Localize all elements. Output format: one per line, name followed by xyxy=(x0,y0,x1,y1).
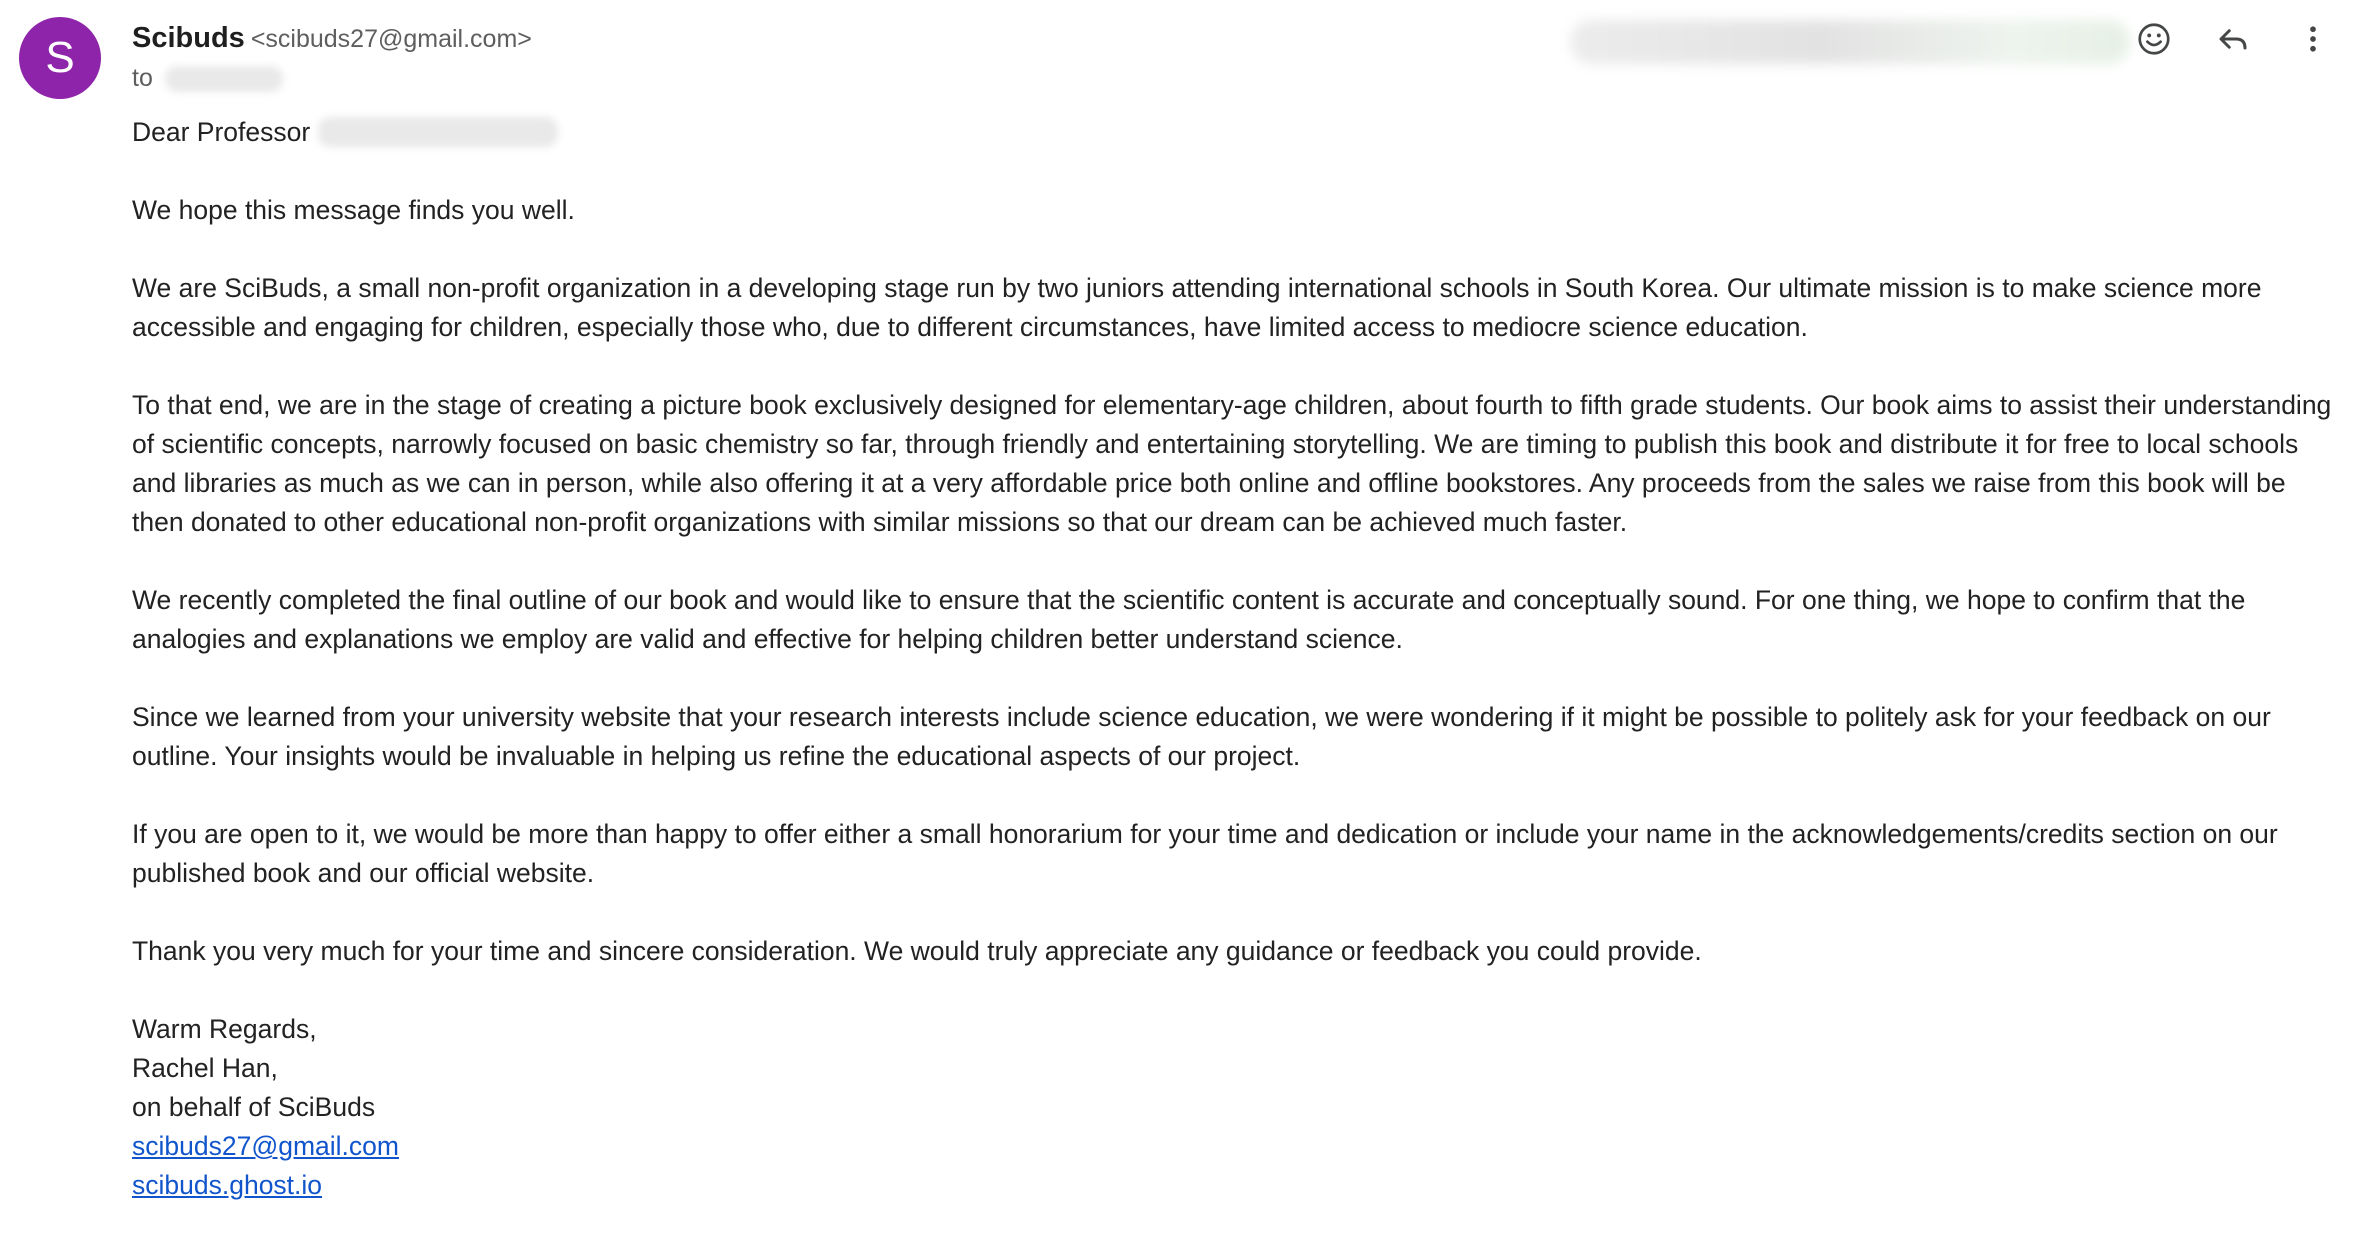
paragraph-4: We recently completed the final outline of our book and would like to ensure that the scientific content is accurate and conceptually sound. For one thing, we hope to confirm that the analogies and explanations we employ are valid and effective for helping children better understand science. xyxy=(132,585,2246,654)
signature-block xyxy=(132,1010,2342,1205)
paragraph-6: If you are open to it, we would be more than happy to offer either a small honorarium for your time and dedication or include your name in the acknowledgements/credits section on our published book and our official website. xyxy=(132,819,2278,888)
reply-icon xyxy=(2215,21,2251,57)
greeting: Dear Professor xyxy=(132,117,311,147)
more-options-button[interactable] xyxy=(2283,14,2343,64)
signature-website-link[interactable]: scibuds.ghost.io xyxy=(132,1170,323,1200)
paragraph-3: To that end, we are in the stage of creating a picture book exclusively designed for elementary-age children, about fourth to fifth grade students. Our book aims to assist their understanding of scientific concepts, narrowly focused on basic chemistry so far, through friendly and entertaining storytelling. We are timing to publish this book and distribute it for free to local schools and libraries as much as we can in person, while also offering it at a very affordable price both online and offline bookstores. Any proceeds from the sales we raise from this book will be then donated to other educational non-profit organizations with similar missions so that our dream can be achieved much faster. xyxy=(132,390,2332,537)
reply-button[interactable] xyxy=(2203,14,2263,64)
signature-org: on behalf of SciBuds xyxy=(132,1092,376,1122)
emoji-reaction-icon xyxy=(2136,21,2172,57)
redacted-recipient[interactable] xyxy=(165,66,283,92)
sender-email: <scibuds27@gmail.com> xyxy=(250,25,532,53)
more-options-icon xyxy=(2295,21,2331,57)
sender-name[interactable]: Scibuds xyxy=(132,22,245,54)
paragraph-7: Thank you very much for your time and sincere consideration. We would truly appreciate any guidance or feedback you could provide. xyxy=(132,936,1702,966)
recipient-line xyxy=(132,60,283,96)
signature-email-link[interactable]: scibuds27@gmail.com xyxy=(132,1131,399,1161)
message-body xyxy=(132,113,2342,1205)
sender-avatar[interactable]: S xyxy=(19,17,101,99)
paragraph-2: We are SciBuds, a small non-profit organization in a developing stage run by two juniors attending international schools in South Korea. Our ultimate mission is to make science more accessible and engaging for children, especially those who, due to different circumstances, have limited access to mediocre science education. xyxy=(132,273,2262,342)
paragraph-1: We hope this message finds you well. xyxy=(132,195,575,225)
to-label: to xyxy=(132,64,153,92)
signature-closing: Warm Regards, xyxy=(132,1014,317,1044)
redacted-professor-name xyxy=(318,117,558,147)
greeting-line xyxy=(132,113,2342,152)
redacted-date-details xyxy=(1570,20,2130,64)
emoji-reaction-button[interactable] xyxy=(2124,14,2184,64)
sender-line xyxy=(132,18,532,63)
paragraph-5: Since we learned from your university website that your research interests include science education, we were wondering if it might be possible to politely ask for your feedback on our outline. Your insights would be invaluable in helping us refine the educational aspects of our project. xyxy=(132,702,2271,771)
signature-name: Rachel Han, xyxy=(132,1053,278,1083)
